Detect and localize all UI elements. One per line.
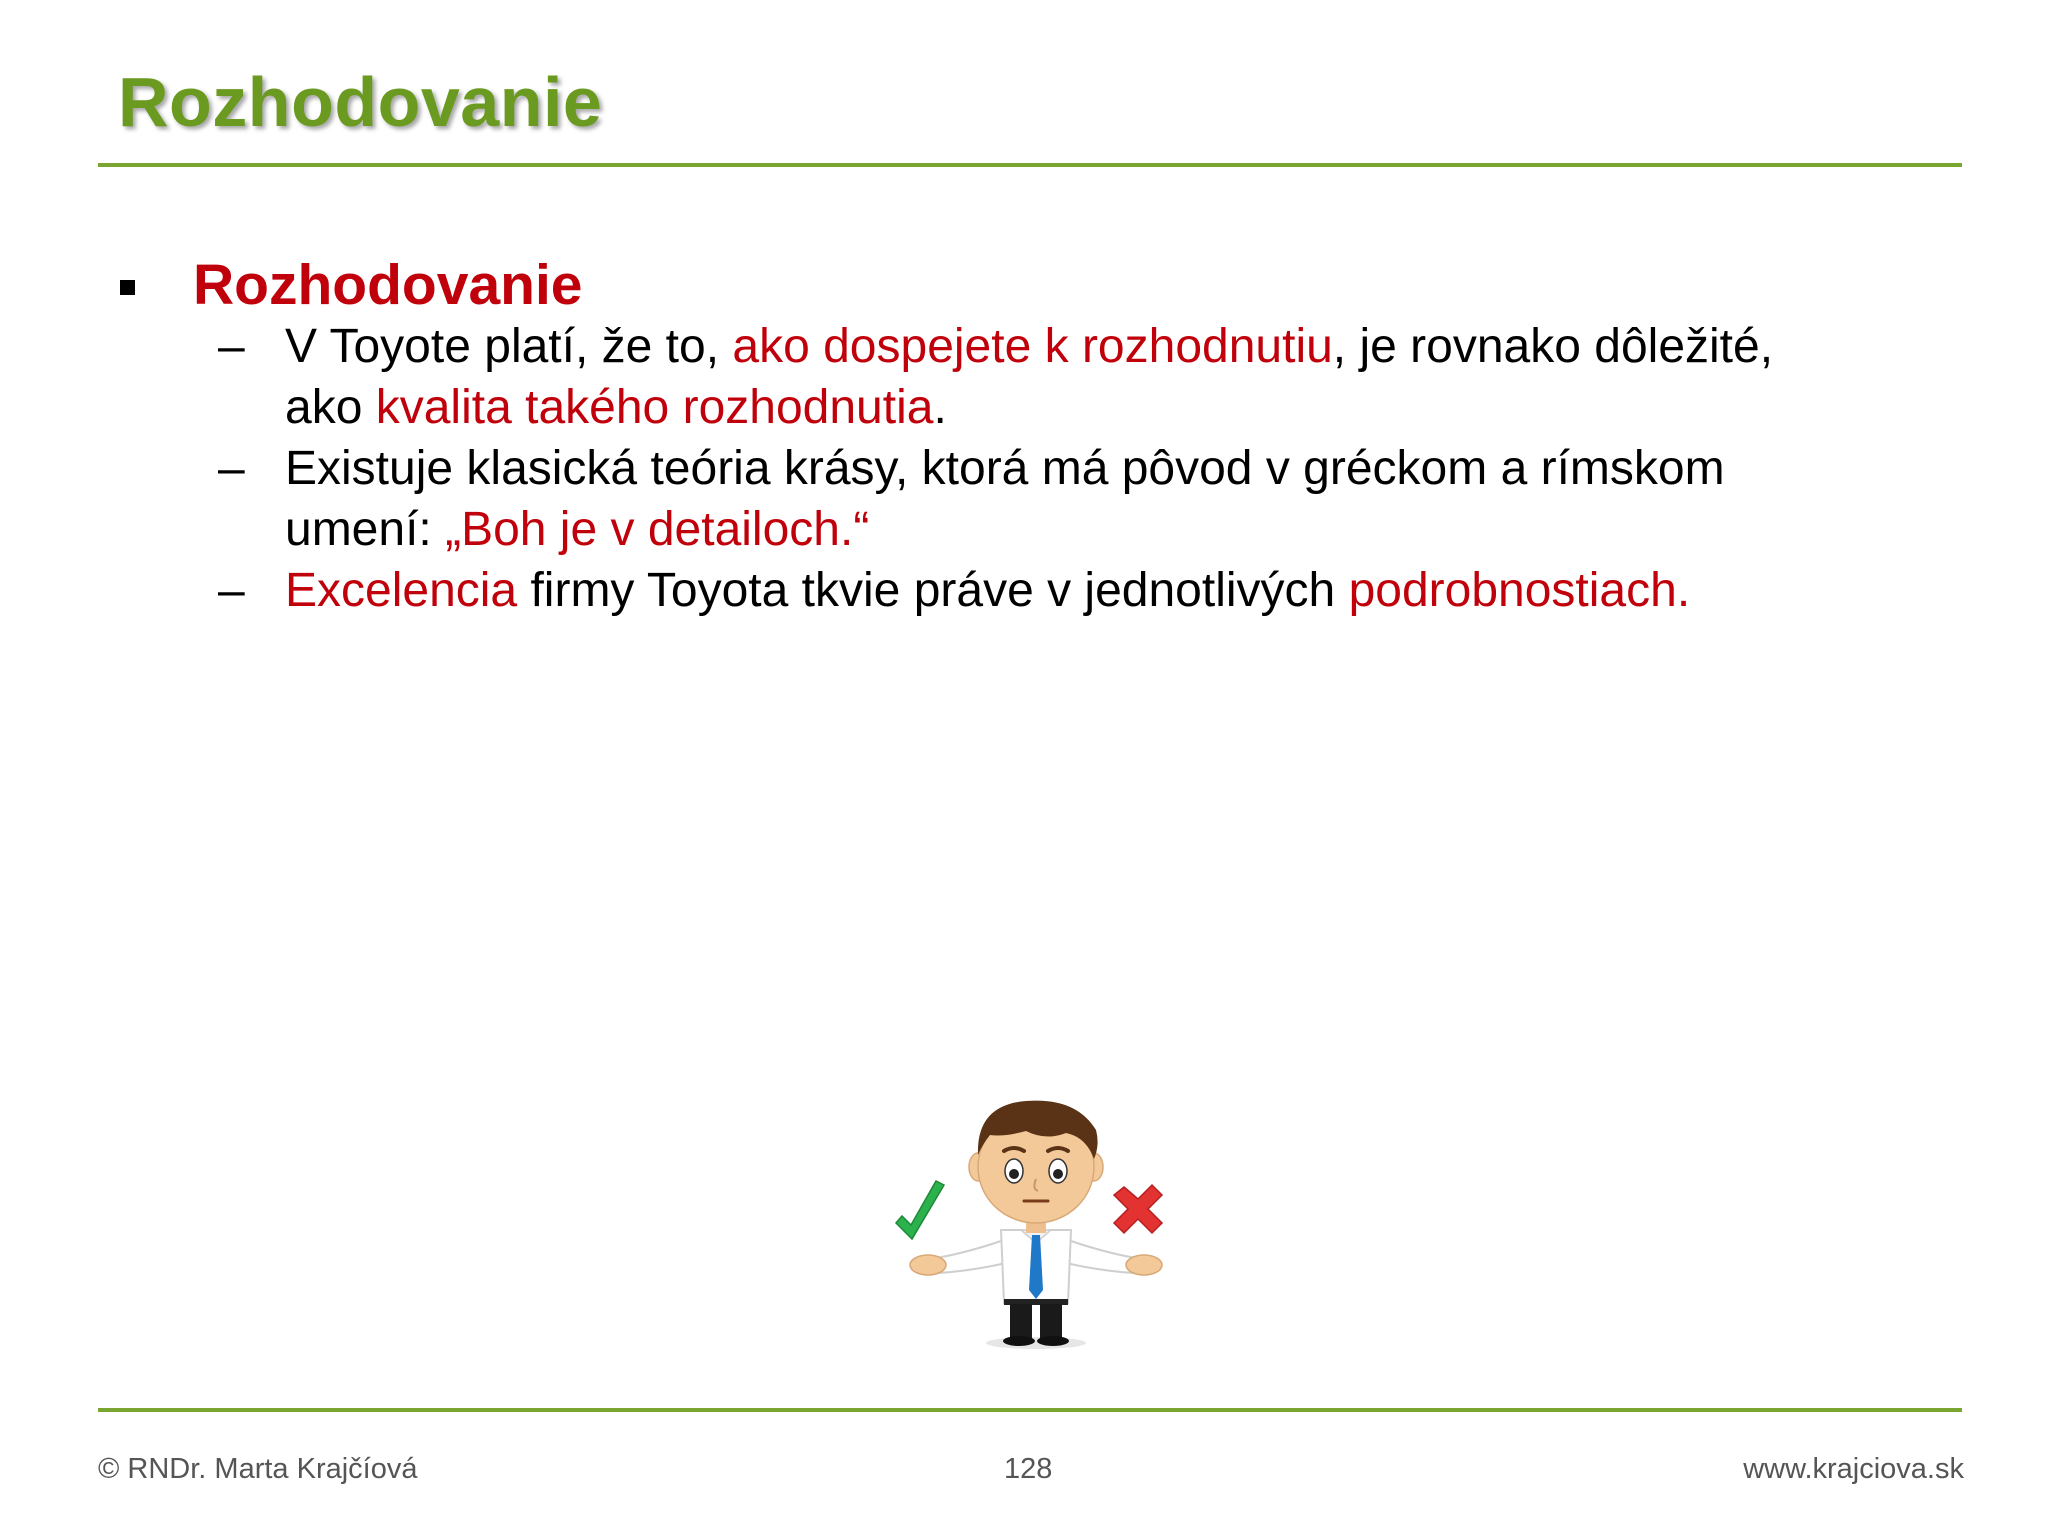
text-segment: Existuje klasická teória krásy, ktorá má pôvod v gréckom a rímskom [285,442,1725,495]
checkmark-icon [896,1181,944,1239]
sub-bullet-item [218,560,1918,621]
businessman-decision-illustration [886,1075,1176,1355]
sub-bullet-text [285,316,1918,438]
slide-title: Rozhodovanie [118,63,603,141]
dash-marker: – [218,320,245,373]
sub-bullet-text [285,560,1918,621]
text-segment: umení: [285,503,446,556]
text-segment: ako [285,381,376,434]
text-segment: . [933,381,947,434]
footer-author: © RNDr. Marta Krajčíová [98,1453,418,1485]
bullet-square-icon [120,280,135,295]
sub-bullet-list [218,316,1918,621]
footer-page-number: 128 [1004,1453,1053,1485]
sub-bullet-item [218,438,1918,560]
footer-divider [98,1408,1962,1412]
highlighted-quote: „Boh je v detailoch.“ [445,503,870,556]
title-divider [98,163,1962,167]
text-segment: V Toyote platí, že to, [285,320,733,373]
dash-marker: – [218,442,245,495]
highlighted-phrase: ako dospejete k rozhodnutiu [732,320,1333,373]
footer-website: www.krajciova.sk [1743,1453,1964,1485]
highlighted-phrase: Excelencia [285,564,518,617]
text-segment: , je rovnako dôležité, [1332,320,1774,373]
sub-bullet-item [218,316,1918,438]
bullet-heading: Rozhodovanie [193,253,583,317]
highlighted-phrase: podrobnostiach. [1348,564,1691,617]
sub-bullet-text [285,438,1918,560]
highlighted-phrase: kvalita takého rozhodnutia [375,381,934,434]
bullet-row [120,252,583,318]
cross-icon [1114,1185,1162,1233]
dash-marker: – [218,564,245,617]
text-segment: firmy Toyota tkvie práve v jednotlivých [517,564,1349,617]
